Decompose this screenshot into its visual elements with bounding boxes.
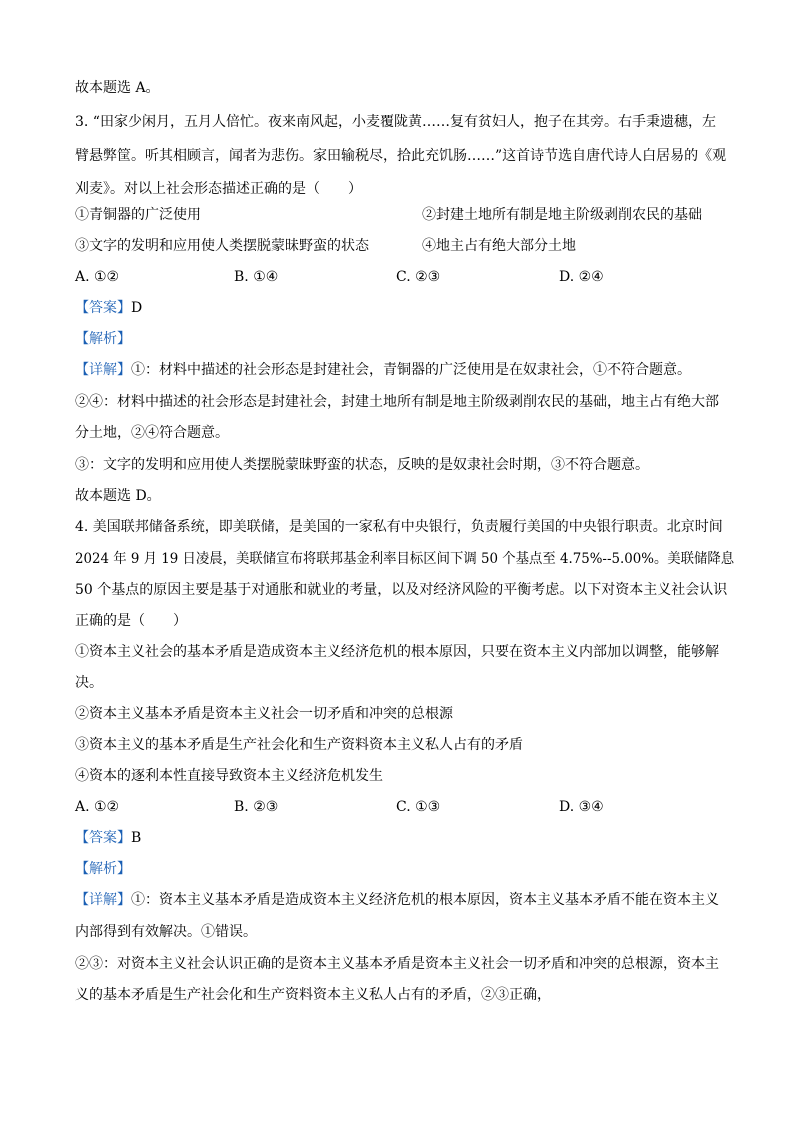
question-3-stem-line-3: 刈麦》。对以上社会形态描述正确的是（ ） bbox=[75, 181, 362, 197]
question-4-option-d: D. ③④ bbox=[559, 799, 604, 815]
question-4-stem-line-4: 正确的是（ ） bbox=[75, 613, 187, 629]
question-4-stem-line-1: 4. 美国联邦储备系统，即美联储，是美国的一家私有中央银行，负责履行美国的中央银行职责。北京时间 bbox=[75, 519, 723, 535]
conclusion-line: 故本题选 A。 bbox=[75, 80, 160, 96]
question-3-detail-line-1: 【详解】①：材料中描述的社会形态是封建社会，青铜器的广泛使用是在奴隶社会，①不符合题意。 bbox=[75, 362, 691, 378]
question-4-statement-1-line-2: 决。 bbox=[75, 675, 103, 691]
question-3-analysis-tag: 【解析】 bbox=[75, 331, 131, 347]
question-3-statement-3: ③文字的发明和应用使人类摆脱蒙昧野蛮的状态 bbox=[75, 238, 369, 254]
question-4-statement-1-line-1: ①资本主义社会的基本矛盾是造成资本主义经济危机的根本原因，只要在资本主义内部加以调整，能够解 bbox=[75, 644, 719, 660]
detail-tag: 【详解】 bbox=[75, 892, 131, 908]
answer-value: B bbox=[131, 830, 142, 846]
answer-value: D bbox=[131, 300, 143, 316]
question-3-answer bbox=[75, 298, 142, 318]
question-4-analysis-tag: 【解析】 bbox=[75, 861, 131, 877]
answer-tag: 【答案】 bbox=[75, 300, 131, 316]
question-4-answer bbox=[75, 828, 141, 848]
question-4-detail-line-3: ②③：对资本主义社会认识正确的是资本主义基本矛盾是资本主义社会一切矛盾和冲突的总根源，资本主 bbox=[75, 956, 719, 972]
question-4-option-c: C. ①③ bbox=[396, 799, 441, 815]
question-4-detail-line-4: 义的基本矛盾是生产社会化和生产资料资本主义私人占有的矛盾，②③正确， bbox=[75, 987, 551, 1003]
question-3-option-c: C. ②③ bbox=[396, 269, 441, 285]
question-3-detail-line-2: ②④：材料中描述的社会形态是封建社会，封建土地所有制是地主阶级剥削农民的基础，地主占有绝大部 bbox=[75, 394, 719, 410]
detail-tag: 【详解】 bbox=[75, 362, 131, 378]
question-4-stem-line-2: 2024 年 9 月 19 日凌晨，美联储宣布将联邦基金利率目标区间下调 50 个基点至 4.75%--5.00%。美联储降息 bbox=[75, 551, 735, 567]
question-4-stem-line-3: 50 个基点的原因主要是基于对通胀和就业的考量，以及对经济风险的平衡考虑。以下对资本主义社会认识 bbox=[75, 582, 728, 598]
question-4-option-a: A. ①② bbox=[75, 799, 120, 815]
question-4-detail-line-2: 内部得到有效解决。①错误。 bbox=[75, 924, 257, 940]
question-3-stem-line-1: 3. “田家少闲月，五月人倍忙。夜来南风起，小麦覆陇黄……复有贫妇人，抱子在其旁。右手秉遗穗，左 bbox=[75, 114, 716, 130]
question-4-statement-4: ④资本的逐利本性直接导致资本主义经济危机发生 bbox=[75, 768, 383, 784]
question-3-statement-2: ②封建土地所有制是地主阶级剥削农民的基础 bbox=[422, 207, 702, 223]
question-3-stem-line-2: 臂悬弊筐。听其相顾言，闻者为悲伤。家田输税尽，拾此充饥肠……”这首诗节选自唐代诗人白居易的《观 bbox=[75, 148, 727, 164]
answer-tag: 【答案】 bbox=[75, 830, 131, 846]
question-4-statement-2: ②资本主义基本矛盾是资本主义社会一切矛盾和冲突的总根源 bbox=[75, 706, 453, 722]
question-3-conclusion: 故本题选 D。 bbox=[75, 488, 161, 504]
question-4-option-b: B. ②③ bbox=[234, 799, 279, 815]
question-4-statement-3: ③资本主义的基本矛盾是生产社会化和生产资料资本主义私人占有的矛盾 bbox=[75, 737, 523, 753]
question-3-option-a: A. ①② bbox=[75, 269, 120, 285]
question-3-statement-4: ④地主占有绝大部分土地 bbox=[422, 238, 576, 254]
question-3-detail-line-4: ③：文字的发明和应用使人类摆脱蒙昧野蛮的状态，反映的是奴隶社会时期，③不符合题意。 bbox=[75, 457, 649, 473]
question-4-detail-line-1: 【详解】①：资本主义基本矛盾是造成资本主义经济危机的根本原因，资本主义基本矛盾不能在资本主义 bbox=[75, 892, 719, 908]
question-3-option-d: D. ②④ bbox=[559, 269, 604, 285]
question-3-statement-1: ①青铜器的广泛使用 bbox=[75, 207, 201, 223]
question-3-option-b: B. ①④ bbox=[234, 269, 279, 285]
question-3-detail-line-3: 分土地，②④符合题意。 bbox=[75, 425, 229, 441]
